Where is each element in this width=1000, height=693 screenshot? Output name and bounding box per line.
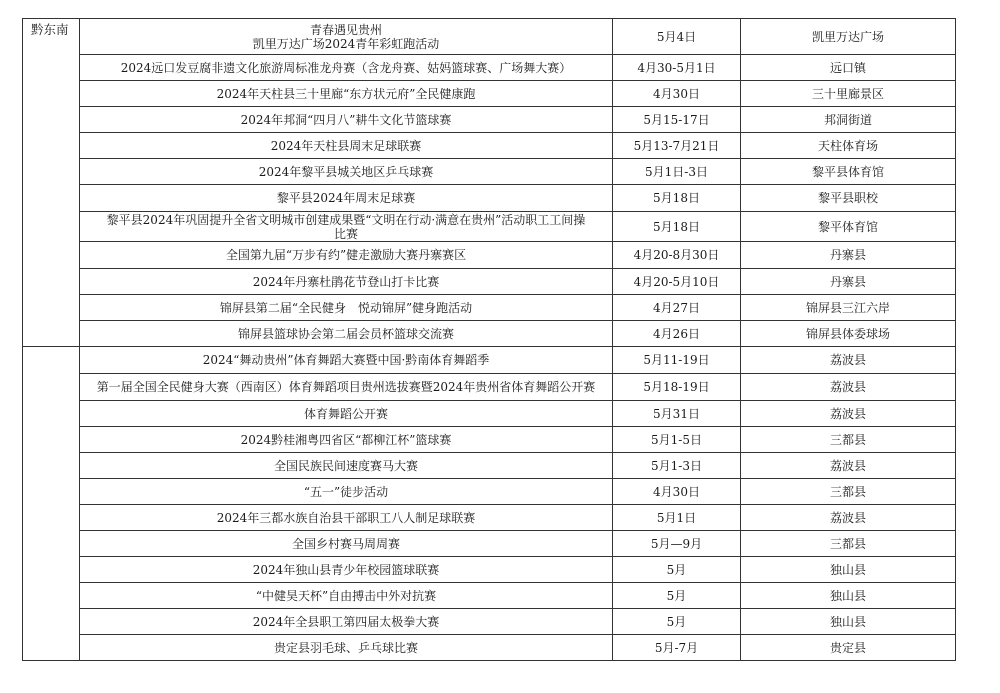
event-name-cell: 2024年黎平县城关地区乒乓球赛: [80, 159, 613, 185]
event-name-cell: 体育舞蹈公开赛: [80, 401, 613, 427]
table-row: [23, 583, 956, 609]
table-row: [23, 81, 956, 107]
table-row: [23, 453, 956, 479]
venue-cell: 凯里万达广场: [741, 19, 956, 55]
date-cell: 5月: [613, 583, 741, 609]
table-row: [23, 401, 956, 427]
event-name-line: 比赛: [333, 226, 358, 241]
table-row: [23, 295, 956, 321]
date-cell: 5月13-7月21日: [613, 133, 741, 159]
event-name-cell: 贵定县羽毛球、乒乓球比赛: [80, 635, 613, 661]
venue-cell: 黎平体育馆: [741, 212, 956, 242]
date-cell: 5月31日: [613, 401, 741, 427]
event-name-line: 黎平县2024年巩固提升全省文明城市创建成果暨“文明在行动·满意在贵州”活动职工工间操: [106, 212, 586, 227]
event-name-cell: 2024年邦洞“四月八”耕牛文化节篮球赛: [80, 107, 613, 133]
table-row: [23, 242, 956, 269]
event-name-cell: 2024远口发豆腐非遗文化旅游周标准龙舟赛（含龙舟赛、姑妈篮球赛、广场舞大赛）: [80, 55, 613, 81]
date-cell: 5月15-17日: [613, 107, 741, 133]
date-cell: 5月1日-3日: [613, 159, 741, 185]
date-cell: 5月4日: [613, 19, 741, 55]
date-cell: 5月—9月: [613, 531, 741, 557]
table-row: [23, 185, 956, 212]
event-name-cell: 全国乡村赛马周周赛: [80, 531, 613, 557]
table-row: [23, 55, 956, 81]
event-name-cell: [80, 212, 613, 242]
venue-cell: 锦屏县三江六岸: [741, 295, 956, 321]
venue-cell: 三都县: [741, 427, 956, 453]
date-cell: 4月30-5月1日: [613, 55, 741, 81]
event-name-line: 青春遇见贵州: [309, 22, 382, 37]
date-cell: 5月1日: [613, 505, 741, 531]
venue-cell: 独山县: [741, 609, 956, 635]
table-row: [23, 531, 956, 557]
event-name-cell: [80, 19, 613, 55]
venue-cell: 锦屏县体委球场: [741, 321, 956, 347]
event-name-cell: 2024“舞动贵州”体育舞蹈大赛暨中国·黔南体育舞蹈季: [80, 347, 613, 374]
table-row: [23, 557, 956, 583]
venue-cell: 独山县: [741, 557, 956, 583]
event-name-cell: 2024黔桂湘粤四省区“都柳江杯”篮球赛: [80, 427, 613, 453]
event-name-cell: 2024年丹寨杜鹃花节登山打卡比赛: [80, 269, 613, 295]
date-cell: 4月20-8月30日: [613, 242, 741, 269]
venue-cell: 荔波县: [741, 505, 956, 531]
venue-cell: 丹寨县: [741, 269, 956, 295]
region-cell: [23, 347, 80, 661]
schedule-sheet: [22, 18, 955, 666]
event-schedule-table: [22, 18, 956, 661]
venue-cell: 丹寨县: [741, 242, 956, 269]
event-name-cell: 黎平县2024年周末足球赛: [80, 185, 613, 212]
date-cell: 5月11-19日: [613, 347, 741, 374]
venue-cell: 天柱体育场: [741, 133, 956, 159]
date-cell: 5月18日: [613, 185, 741, 212]
region-cell: 黔东南: [23, 19, 80, 347]
table-row: [23, 479, 956, 505]
event-name-line: 凯里万达广场2024青年彩虹跑活动: [252, 36, 440, 51]
event-name-cell: 全国第九届“万步有约”健走激励大赛丹寨赛区: [80, 242, 613, 269]
event-name-cell: 2024年独山县青少年校园篮球联赛: [80, 557, 613, 583]
table-row: [23, 609, 956, 635]
venue-cell: 贵定县: [741, 635, 956, 661]
event-name-cell: 第一届全国全民健身大赛（西南区）体育舞蹈项目贵州选拔赛暨2024年贵州省体育舞蹈公开赛: [80, 374, 613, 401]
date-cell: 5月18-19日: [613, 374, 741, 401]
venue-cell: 三都县: [741, 531, 956, 557]
table-row: [23, 347, 956, 374]
table-row: [23, 19, 956, 55]
table-row: [23, 505, 956, 531]
date-cell: 5月-7月: [613, 635, 741, 661]
date-cell: 5月: [613, 557, 741, 583]
table-row: [23, 133, 956, 159]
date-cell: 4月26日: [613, 321, 741, 347]
event-name-cell: 2024年全县职工第四届太极拳大赛: [80, 609, 613, 635]
date-cell: 5月1-3日: [613, 453, 741, 479]
venue-cell: 黎平县职校: [741, 185, 956, 212]
event-name-cell: 锦屏县篮球协会第二届会员杯篮球交流赛: [80, 321, 613, 347]
date-cell: 4月30日: [613, 81, 741, 107]
event-name-cell: “五一”徒步活动: [80, 479, 613, 505]
date-cell: 5月18日: [613, 212, 741, 242]
venue-cell: 荔波县: [741, 401, 956, 427]
venue-cell: 邦洞街道: [741, 107, 956, 133]
date-cell: 4月30日: [613, 479, 741, 505]
table-row: [23, 159, 956, 185]
venue-cell: 黎平县体育馆: [741, 159, 956, 185]
date-cell: 4月20-5月10日: [613, 269, 741, 295]
table-row: [23, 374, 956, 401]
table-row: [23, 269, 956, 295]
table-row: [23, 635, 956, 661]
date-cell: 5月1-5日: [613, 427, 741, 453]
table-row: [23, 107, 956, 133]
table-body: [23, 19, 956, 661]
table-row: [23, 321, 956, 347]
venue-cell: 荔波县: [741, 347, 956, 374]
venue-cell: 独山县: [741, 583, 956, 609]
event-name-cell: 2024年天柱县周末足球联赛: [80, 133, 613, 159]
venue-cell: 三都县: [741, 479, 956, 505]
venue-cell: 荔波县: [741, 453, 956, 479]
event-name-cell: “中健昊天杯”自由搏击中外对抗赛: [80, 583, 613, 609]
event-name-cell: 锦屏县第二届“全民健身 悦动锦屏”健身跑活动: [80, 295, 613, 321]
event-name-cell: 2024年天柱县三十里廊“东方状元府”全民健康跑: [80, 81, 613, 107]
event-name-cell: 全国民族民间速度赛马大赛: [80, 453, 613, 479]
table-row: [23, 427, 956, 453]
date-cell: 4月27日: [613, 295, 741, 321]
table-row: [23, 212, 956, 242]
venue-cell: 荔波县: [741, 374, 956, 401]
venue-cell: 远口镇: [741, 55, 956, 81]
date-cell: 5月: [613, 609, 741, 635]
venue-cell: 三十里廊景区: [741, 81, 956, 107]
event-name-cell: 2024年三都水族自治县干部职工八人制足球联赛: [80, 505, 613, 531]
